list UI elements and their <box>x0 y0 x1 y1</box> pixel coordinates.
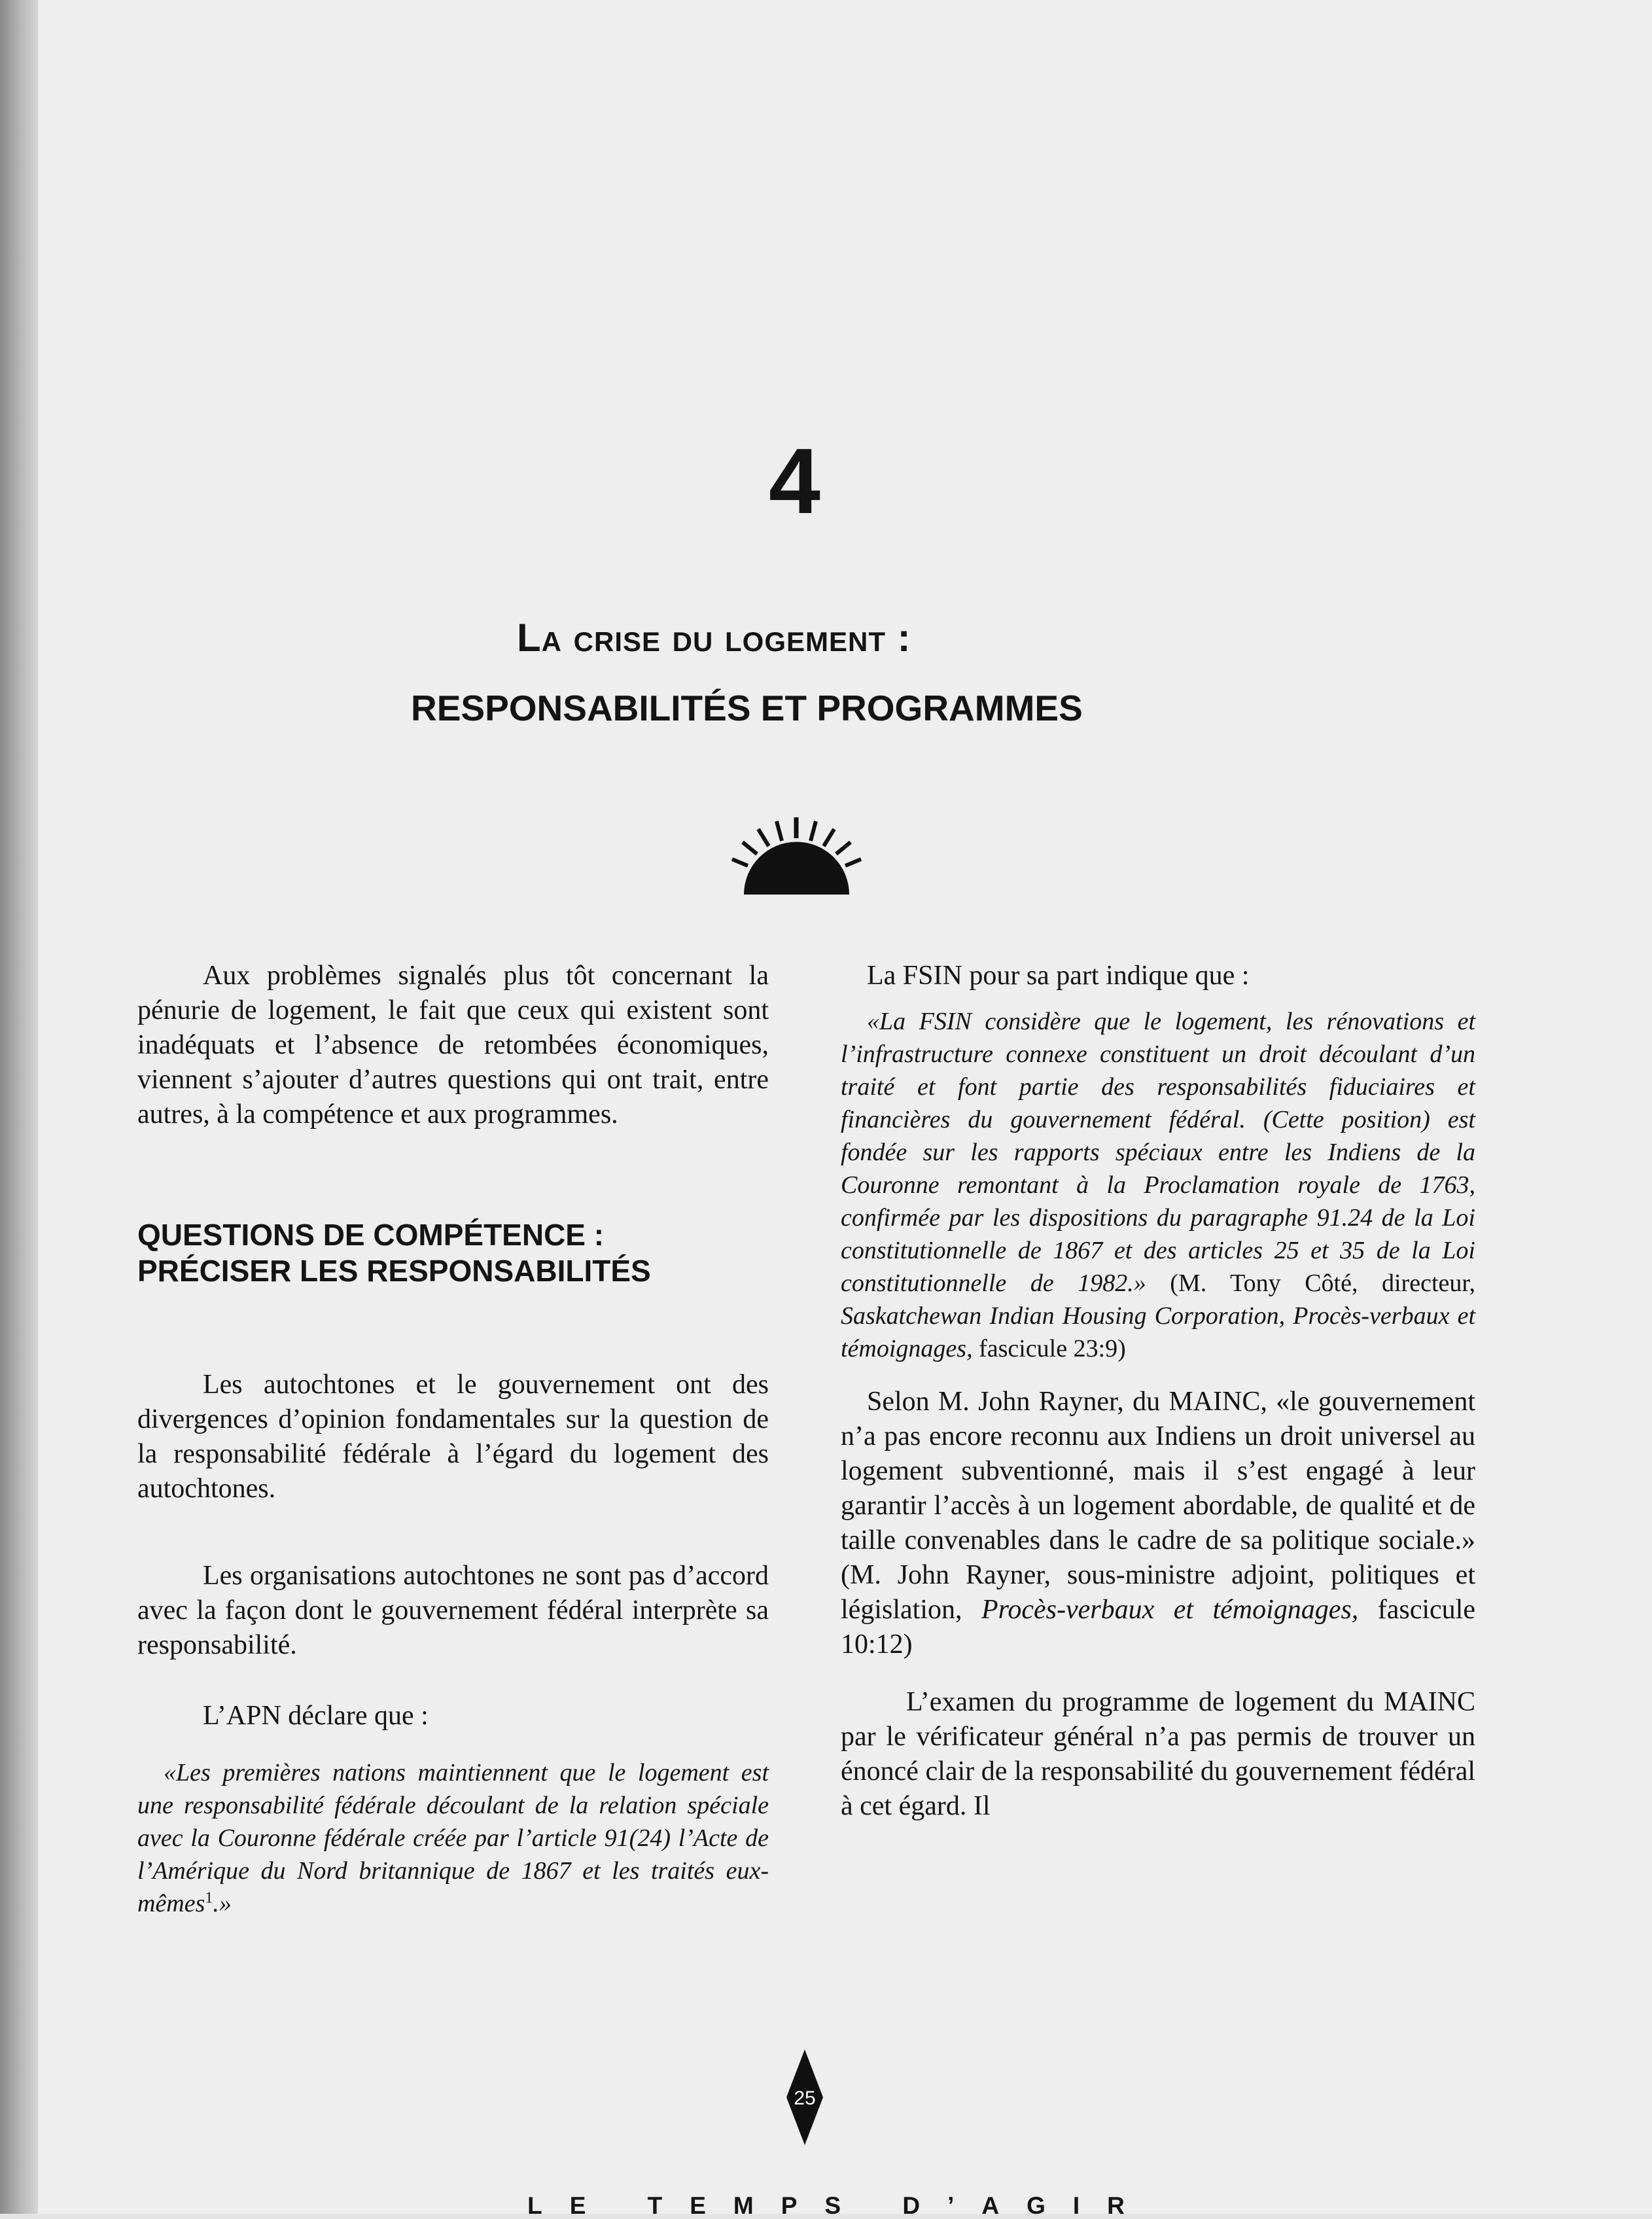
left-column <box>137 959 769 1920</box>
section-heading-line1: QUESTIONS DE COMPÉTENCE : <box>137 1218 605 1252</box>
rayner-text: Selon M. John Rayner, du MAINC, «le gouvernement n’a pas encore reconnu aux Indiens un droit universel au logement subventionné, mais il s’est engagé à leur garantir l’accès à un logement abordable, de qualité et de taille convenables dans le cadre de sa politique sociale.» (M. John Rayner, sous-ministre adjoint, politiques et législation, <box>841 1387 1475 1625</box>
chapter-title-line1: La crise du logement : <box>517 616 911 660</box>
rayner-paragraph <box>841 1385 1475 1662</box>
page-number-diamond <box>785 2048 824 2146</box>
fsin-attribution: (M. Tony Côté, directeur, <box>1146 1269 1476 1297</box>
fsin-quote <box>841 1005 1475 1365</box>
apn-quote-end: .» <box>213 1890 232 1917</box>
intro-paragraph: Aux problèmes signalés plus tôt concernant la pénurie de logement, le fait que ceux qui existent sont inadéquats et l’absence de retombées économiques, viennent s’ajouter d’autres questions qui ont trait, entre autres, à la compétence et aux programmes. <box>137 961 769 1129</box>
book-binding-shadow <box>0 0 38 2214</box>
running-footer <box>0 2193 1652 2218</box>
paragraph-divergences: Les autochtones et le gouvernement ont des divergences d’opinion fondamentales sur la question de la responsabilité fédérale à l’égard du logement des autochtones. <box>137 1370 769 1504</box>
section-heading-line2: PRÉCISER LES RESPONSABILITÉS <box>137 1254 651 1288</box>
rising-sun-icon <box>729 815 864 896</box>
apn-intro: L’APN déclare que : <box>203 1701 429 1731</box>
apn-quote-text: «Les premières nations maintiennent que le logement est une responsabilité fédérale découlant de la relation spéciale avec la Couronne fédérale créée par l’article 91(24) l’Acte de l’Amérique du Nord britannique de 1867 et les traités eux-mêmes <box>137 1759 769 1917</box>
fsin-attribution-end: fascicule 23:9) <box>972 1335 1126 1362</box>
footer-text: LE TEMPS D’AGIR <box>527 2192 1152 2219</box>
fsin-intro: La FSIN pour sa part indique que : <box>867 961 1250 991</box>
paragraph-organisations: Les organisations autochtones ne sont pas d’accord avec la façon dont le gouvernement fédéral interprète sa responsabilité. <box>137 1561 769 1660</box>
section-heading <box>137 1217 769 1289</box>
chapter-title-line2: RESPONSABILITÉS ET PROGRAMMES <box>411 688 1083 728</box>
page-number: 25 <box>794 2087 816 2109</box>
rayner-source: Procès-verbaux et témoignages, <box>981 1595 1359 1625</box>
rayner-end: fascicule 10:12) <box>841 1595 1475 1660</box>
fsin-quote-text: «La FSIN considère que le logement, les rénovations et l’infrastructure connexe constituent un droit découlant d’un traité et font partie des responsabilités fiduciaires et financières du gouvernement fédéral. (Cette position) est fondée sur les rapports spéciaux entre les Indiens de la Couronne remontant à la Proclamation royale de 1763, confirmée par les dispositions du paragraphe 91.24 de la Loi constitutionnelle de 1867 et des articles 25 et 35 de la Loi constitutionnelle de 1982.» <box>841 1008 1475 1297</box>
fsin-attribution-org: Saskatchewan Indian Housing Corporation, Procès-verbaux et témoignages, <box>841 1302 1475 1362</box>
right-column <box>841 959 1475 1824</box>
apn-quote <box>137 1756 769 1920</box>
exam-paragraph: L’examen du programme de logement du MAINC par le vérificateur général n’a pas permis de trouver un énoncé clair de la responsabilité du gouvernement fédéral à cet égard. Il <box>841 1687 1475 1821</box>
footnote-marker: 1 <box>205 1889 213 1907</box>
chapter-number: 4 <box>769 429 820 533</box>
